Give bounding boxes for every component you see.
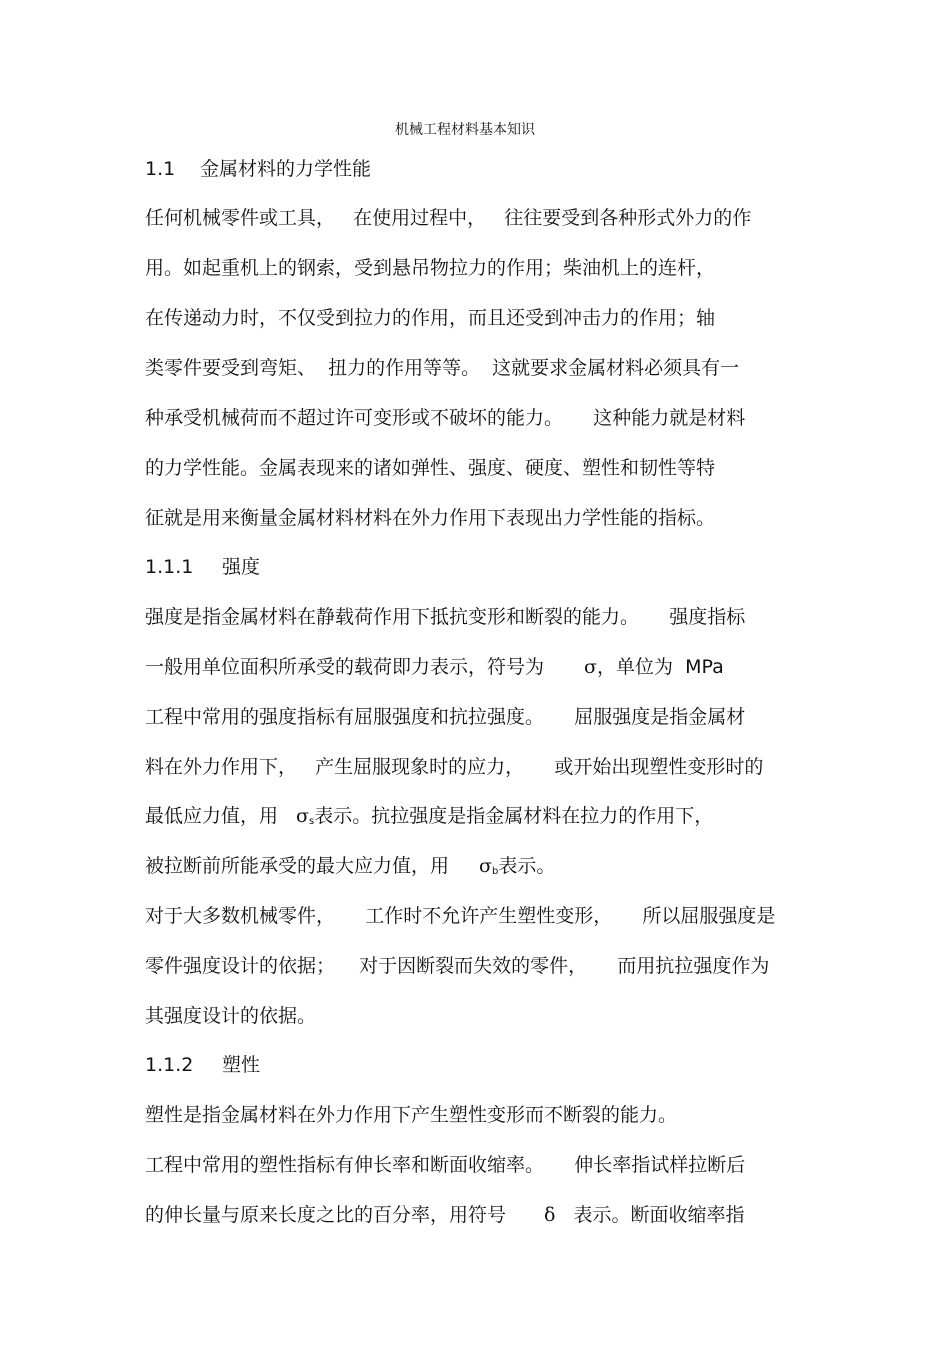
delta-symbol: δ <box>544 1204 556 1226</box>
sigma-symbol: σ <box>584 656 597 678</box>
paragraph-line: 的力学性能。金属表现来的诸如弹性、强度、硬度、塑性和韧性等特 <box>145 457 716 479</box>
section-heading-1-1-2 <box>145 1052 260 1078</box>
line-text: 表示。抗拉强度是指金属材料在拉力的作用下， <box>314 805 714 827</box>
paragraph-line <box>145 1202 744 1228</box>
paragraph-line: 类零件要受到弯矩、 扭力的作用等等。 这就要求金属材料必须具有一 <box>145 357 740 379</box>
line-text: 一般用单位面积所承受的载荷即力表示，符号为 <box>145 656 545 678</box>
paragraph-line <box>145 654 724 680</box>
line-text: 表示。 <box>498 855 556 877</box>
line-text: 的伸长量与原来长度之比的百分率，用符号 <box>145 1204 507 1226</box>
paragraph-line: 征就是用来衡量金属材料材料在外力作用下表现出力学性能的指标。 <box>145 507 716 529</box>
section-number: 1.1.1 <box>145 556 194 578</box>
section-heading-1-1-1 <box>145 554 260 580</box>
paragraph-line: 工程中常用的塑性指标有伸长率和断面收缩率。 伸长率指试样拉断后 <box>145 1154 746 1176</box>
sigma-symbol: σ <box>296 805 309 827</box>
paragraph-line <box>145 803 713 835</box>
paragraph-line: 零件强度设计的依据； 对于因断裂而失效的零件， 而用抗拉强度作为 <box>145 955 770 977</box>
paragraph-line: 用。如起重机上的钢索，受到悬吊物拉力的作用；柴油机上的连杆， <box>145 257 716 279</box>
section-number: 1.1.2 <box>145 1054 194 1076</box>
paragraph-line: 塑性是指金属材料在外力作用下产生塑性变形而不断裂的能力。 <box>145 1104 678 1126</box>
subscript-s: s <box>309 816 315 827</box>
paragraph-line: 强度是指金属材料在静载荷作用下抵抗变形和断裂的能力。 强度指标 <box>145 606 746 628</box>
paragraph-line: 料在外力作用下， 产生屈服现象时的应力， 或开始出现塑性变形时的 <box>145 756 764 778</box>
line-text: 被拉断前所能承受的最大应力值，用 <box>145 855 450 877</box>
paragraph-line: 其强度设计的依据。 <box>145 1005 317 1027</box>
section-heading-1-1 <box>145 156 371 182</box>
line-text: 表示。断面收缩率指 <box>573 1204 745 1226</box>
subscript-b: b <box>492 866 499 877</box>
paragraph-line: 工程中常用的强度指标有屈服强度和抗拉强度。 屈服强度是指金属材 <box>145 706 746 728</box>
paragraph-line: 对于大多数机械零件， 工作时不允许产生塑性变形， 所以屈服强度是 <box>145 905 776 927</box>
line-text: 最低应力值，用 <box>145 805 279 827</box>
section-title: 金属材料的力学性能 <box>200 158 372 180</box>
section-title: 强度 <box>222 556 261 578</box>
unit-text: ，单位为 MPa <box>597 656 724 678</box>
paragraph-line <box>145 853 555 885</box>
paragraph-line: 在传递动力时，不仅受到拉力的作用，而且还受到冲击力的作用；轴 <box>145 307 716 329</box>
sigma-symbol: σ <box>479 855 492 877</box>
paragraph-line: 种承受机械荷而不超过许可变形或不破坏的能力。 这种能力就是材料 <box>145 407 746 429</box>
section-title: 塑性 <box>222 1054 261 1076</box>
document-title: 机械工程材料基本知识 <box>395 122 535 138</box>
paragraph-line: 任何机械零件或工具， 在使用过程中， 往往要受到各种形式外力的作 <box>145 207 752 229</box>
section-number: 1.1 <box>145 158 176 180</box>
